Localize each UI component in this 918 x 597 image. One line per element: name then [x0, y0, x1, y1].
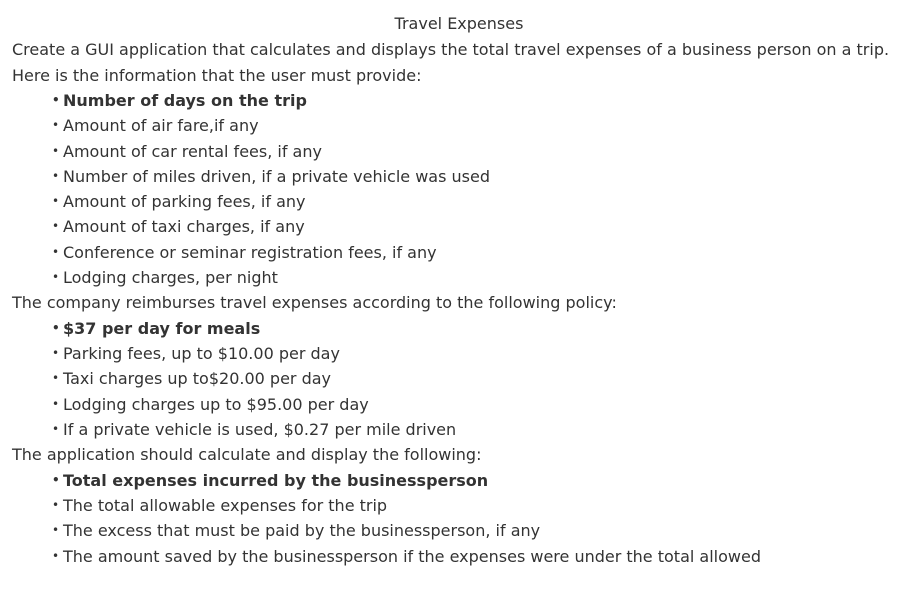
input-item: • Amount of air fare,if any: [52, 113, 906, 138]
policy-item: • Lodging charges up to $95.00 per day: [52, 392, 906, 417]
outputs-intro-paragraph: The application should calculate and display the following:: [12, 445, 482, 465]
document-title: Travel Expenses: [394, 14, 524, 33]
input-item: • Amount of taxi charges, if any: [52, 214, 906, 239]
input-item: • Amount of parking fees, if any: [52, 189, 906, 214]
output-item: • Total expenses incurred by the businessperson: [52, 468, 906, 493]
output-item: • The excess that must be paid by the businessperson, if any: [52, 518, 906, 543]
input-item: • Conference or seminar registration fees, if any: [52, 240, 906, 265]
policy-list: [12, 316, 906, 442]
output-item: • The amount saved by the businessperson if the expenses were under the total allowed: [52, 544, 906, 569]
policy-item: • Taxi charges up to$20.00 per day: [52, 366, 906, 391]
policy-item: • If a private vehicle is used, $0.27 per mile driven: [52, 417, 906, 442]
input-list: [12, 88, 906, 290]
input-item: • Number of miles driven, if a private vehicle was used: [52, 164, 906, 189]
output-item: • The total allowable expenses for the trip: [52, 493, 906, 518]
policy-intro-paragraph: The company reimburses travel expenses according to the following policy:: [12, 293, 617, 313]
input-item: • Number of days on the trip: [52, 88, 906, 113]
intro-paragraph: Create a GUI application that calculates and displays the total travel expenses of a business person on a trip. Here is the information that the user must provide:: [12, 40, 890, 85]
output-list: [12, 468, 906, 569]
input-item: • Lodging charges, per night: [52, 265, 906, 290]
policy-item: • $37 per day for meals: [52, 316, 906, 341]
policy-item: • Parking fees, up to $10.00 per day: [52, 341, 906, 366]
input-item: • Amount of car rental fees, if any: [52, 139, 906, 164]
